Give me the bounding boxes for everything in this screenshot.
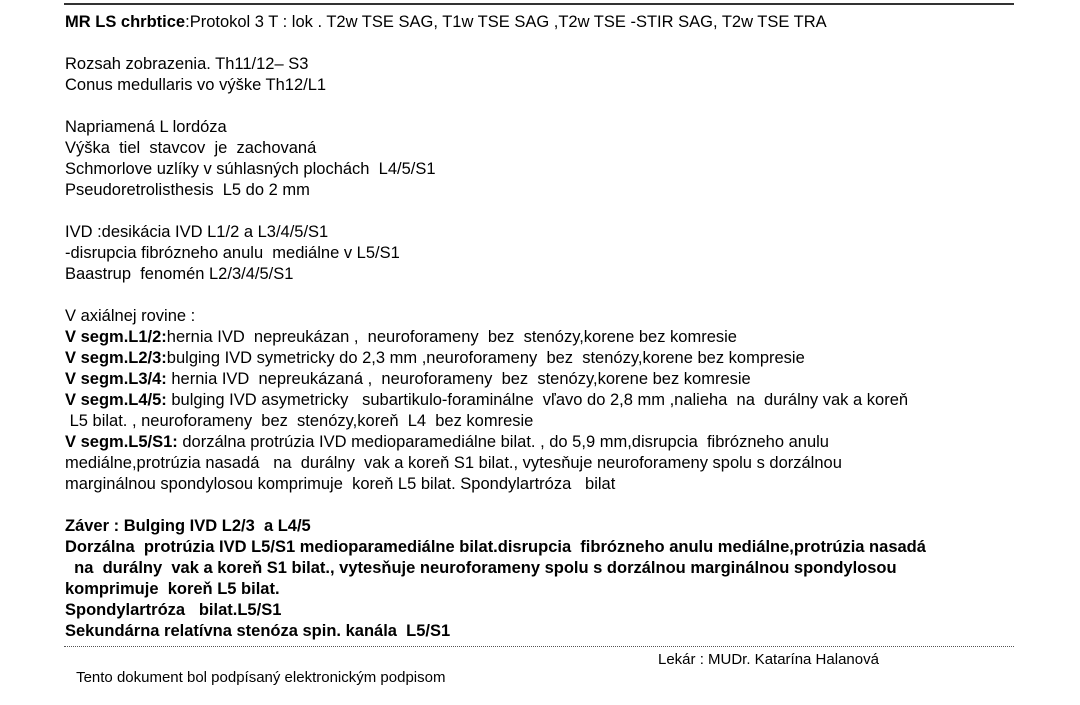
segment-label: V segm.L5/S1: [65, 433, 178, 451]
conclusion-line: Záver : Bulging IVD L2/3 a L4/5 [65, 517, 311, 535]
segment-label: V segm.L2/3: [65, 349, 167, 367]
conclusion-line: Sekundárna relatívna stenóza spin. kanála L5/S1 [65, 622, 451, 640]
segment-text: bulging IVD symetricky do 2,3 mm ,neuroforameny bez stenózy,korene bez kompresie [166, 349, 805, 367]
segment-text: dorzálna protrúzia IVD medioparamediálne bilat. , do 5,9 mm,disrupcia fibrózneho anulu [177, 433, 829, 451]
segment-l3-l4 [65, 369, 1025, 390]
range-line: Rozsah zobrazenia. Th11/12– S3 [65, 55, 309, 73]
report-body [65, 12, 1025, 642]
segment-l1-l2 [65, 327, 1025, 348]
protocol-text: :Protokol 3 T : lok . T2w TSE SAG, T1w TSE SAG ,T2w TSE -STIR SAG, T2w TSE TRA [185, 13, 827, 31]
segment-text: hernia IVD nepreukázaná , neuroforameny bez stenózy,korene bez komresie [166, 370, 751, 388]
exam-title: MR LS chrbtice [65, 13, 186, 31]
segment-l4-l5 [65, 390, 1025, 411]
finding-line: Výška tiel stavcov je zachovaná [65, 139, 317, 157]
segment-label: V segm.L1/2: [65, 328, 167, 346]
ivd-line: Baastrup fenomén L2/3/4/5/S1 [65, 265, 294, 283]
report-header [65, 12, 1025, 33]
signature-note: Tento dokument bol podpísaný elektronickým podpisom [76, 669, 446, 686]
segment-l5-s1-cont: marginálnou spondylosou komprimuje koreň L5 bilat. Spondylartróza bilat [65, 475, 616, 493]
segment-l5-s1-cont: mediálne,protrúzia nasadá na durálny vak a koreň S1 bilat., vytesňuje neuroforameny spolu s dorzálnou [65, 454, 842, 472]
segment-l5-s1 [65, 432, 1025, 453]
segment-label: V segm.L3/4: [65, 370, 167, 388]
conclusion-line: Dorzálna protrúzia IVD L5/S1 medioparamediálne bilat.disrupcia fibrózneho anulu mediálne,protrúzia nasadá [65, 538, 926, 556]
footer-divider [64, 646, 1014, 647]
finding-line: Pseudoretrolisthesis L5 do 2 mm [65, 181, 310, 199]
conclusion-line: Spondylartróza bilat.L5/S1 [65, 601, 282, 619]
finding-line: Napriamená L lordóza [65, 118, 227, 136]
ivd-line: -disrupcia fibrózneho anulu mediálne v L5/S1 [65, 244, 400, 262]
segment-l4-l5-cont: L5 bilat. , neuroforameny bez stenózy,koreň L4 bez komresie [65, 412, 534, 430]
footer [68, 651, 1018, 705]
finding-line: Schmorlove uzlíky v súhlasných plochách L4/5/S1 [65, 160, 436, 178]
conclusion-line: komprimuje koreň L5 bilat. [65, 580, 280, 598]
top-rule [64, 3, 1014, 5]
axial-heading: V axiálnej rovine : [65, 307, 196, 325]
conclusion-line: na durálny vak a koreň S1 bilat., vytesňuje neuroforameny spolu s dorzálnou marginálnou spondylosou [65, 559, 897, 577]
segment-label: V segm.L4/5: [65, 391, 167, 409]
doctor-name: Lekár : MUDr. Katarína Halanová [658, 651, 879, 668]
segment-l2-l3 [65, 348, 1025, 369]
segment-text: hernia IVD nepreukázan , neuroforameny bez stenózy,korene bez komresie [166, 328, 737, 346]
segment-text: bulging IVD asymetricky subartikulo-foraminálne vľavo do 2,8 mm ,nalieha na durálny vak a koreň [166, 391, 909, 409]
ivd-line: IVD :desikácia IVD L1/2 a L3/4/5/S1 [65, 223, 329, 241]
conus-line: Conus medullaris vo výške Th12/L1 [65, 76, 327, 94]
